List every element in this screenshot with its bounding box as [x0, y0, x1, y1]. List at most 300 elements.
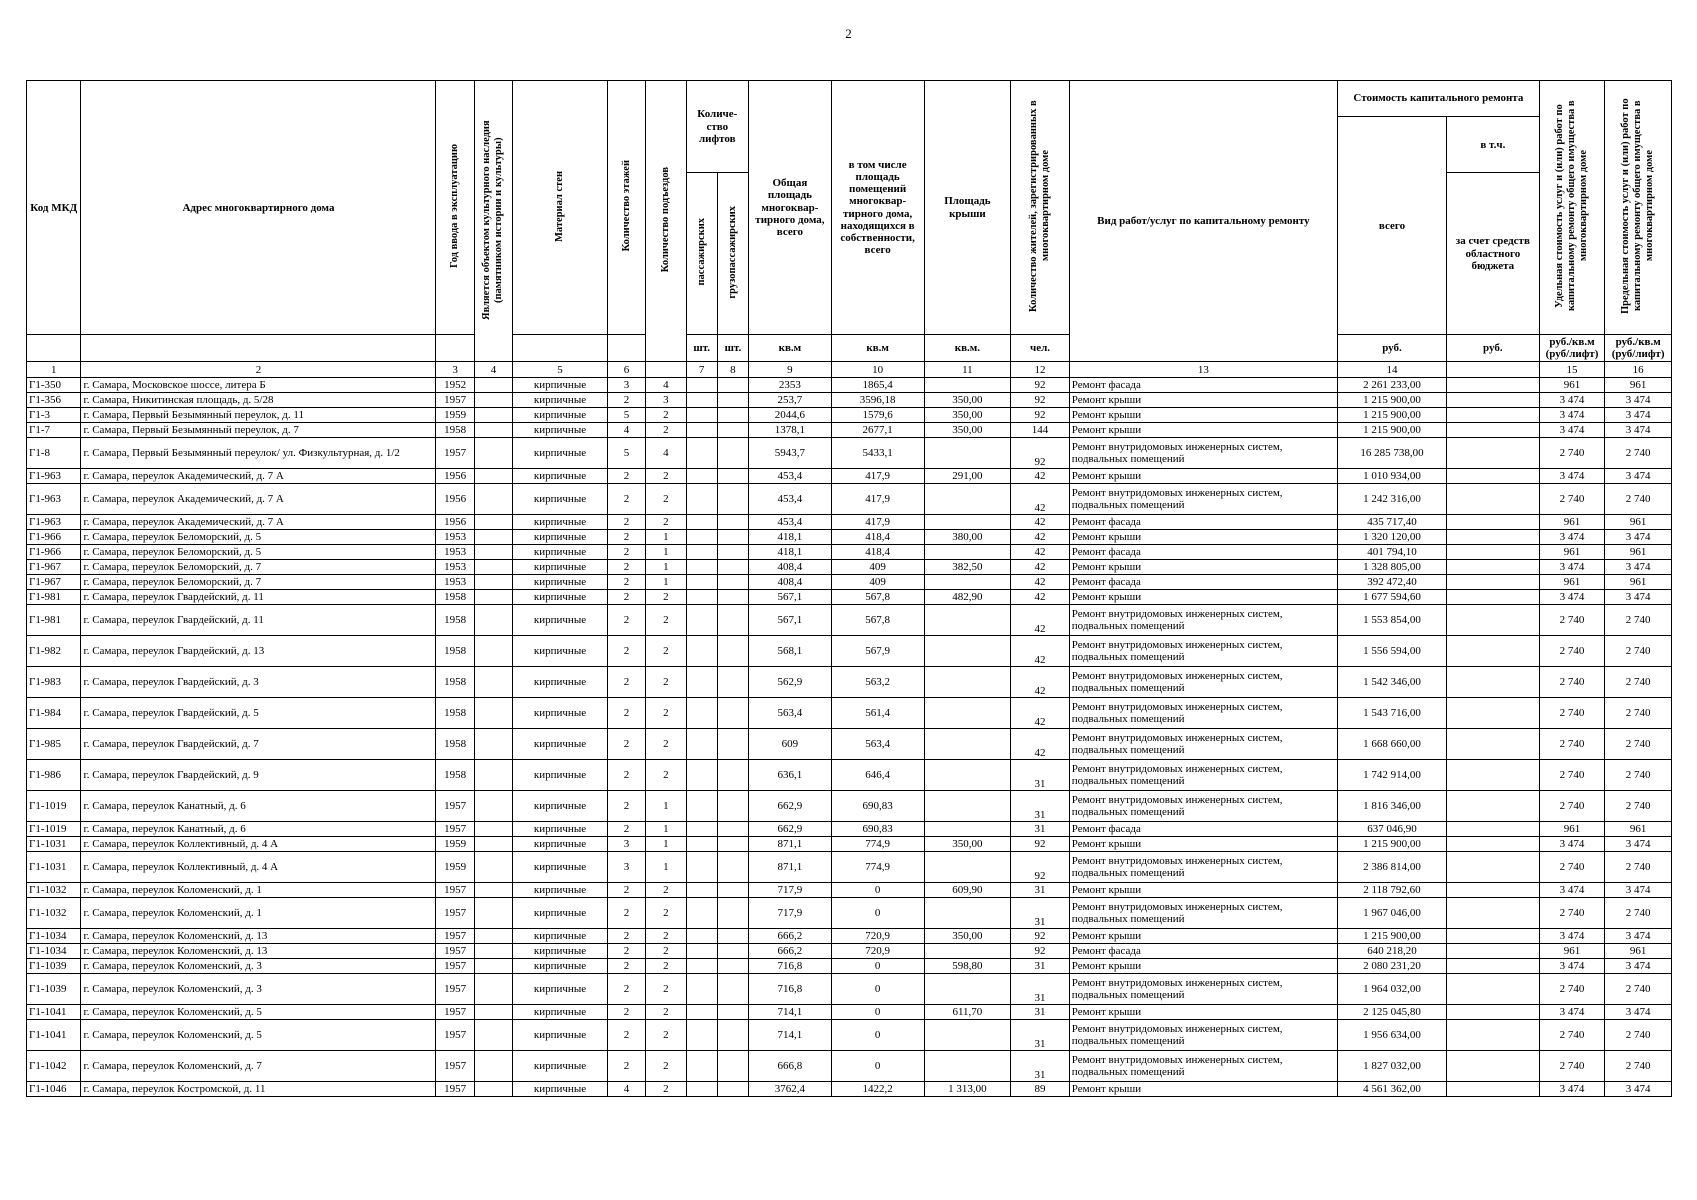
row-total-area: 567,1	[749, 590, 832, 605]
row-entrances: 2	[646, 959, 686, 974]
row-cost-total: 1 742 914,00	[1338, 760, 1447, 791]
row-cost-regional	[1446, 1005, 1539, 1020]
row-code: Г1-981	[27, 605, 81, 636]
header-code: Код МКД	[27, 81, 81, 335]
row-floors: 2	[607, 560, 645, 575]
row-floors: 2	[607, 484, 645, 515]
row-total-area: 2044,6	[749, 408, 832, 423]
row-elevators-passenger	[686, 791, 717, 822]
header-entrances: Количество подъездов	[659, 166, 671, 273]
table-row	[27, 575, 1672, 590]
row-floors: 2	[607, 530, 645, 545]
row-address: г. Самара, Никитинская площадь, д. 5/28	[81, 393, 436, 408]
row-heritage	[474, 667, 512, 698]
row-wall-material: кирпичные	[513, 883, 608, 898]
row-elevators-passenger	[686, 760, 717, 791]
row-cost-regional	[1446, 1082, 1539, 1097]
row-cost-total: 1 956 634,00	[1338, 1020, 1447, 1051]
row-address: г. Самара, переулок Канатный, д. 6	[81, 791, 436, 822]
row-code: Г1-963	[27, 484, 81, 515]
row-owned-area: 0	[831, 1051, 924, 1082]
row-address: г. Самара, переулок Коломенский, д. 5	[81, 1020, 436, 1051]
row-year: 1953	[436, 560, 474, 575]
row-work-type: Ремонт внутридомовых инженерных систем, подвальных помещений	[1069, 729, 1337, 760]
row-unit-cost: 3 474	[1539, 1082, 1605, 1097]
row-residents: 42	[1011, 636, 1069, 667]
row-floors: 2	[607, 944, 645, 959]
table-row	[27, 760, 1672, 791]
row-cost-regional	[1446, 852, 1539, 883]
row-entrances: 2	[646, 469, 686, 484]
row-elevators-passenger	[686, 852, 717, 883]
row-cost-total: 1 542 346,00	[1338, 667, 1447, 698]
row-heritage	[474, 636, 512, 667]
row-code: Г1-1031	[27, 837, 81, 852]
row-cost-regional	[1446, 484, 1539, 515]
column-number: 2	[81, 362, 436, 378]
row-year: 1956	[436, 515, 474, 530]
row-code: Г1-966	[27, 545, 81, 560]
row-heritage	[474, 944, 512, 959]
header-max-cost: Предельная стоимость услуг и (или) работ по капитальному ремонту общего имущества в многоквартирном доме	[1620, 98, 1656, 314]
row-cost-total: 1 010 934,00	[1338, 469, 1447, 484]
row-elevators-cargo	[717, 484, 748, 515]
row-roof-area	[924, 378, 1011, 393]
row-heritage	[474, 530, 512, 545]
row-elevators-cargo	[717, 545, 748, 560]
row-floors: 2	[607, 822, 645, 837]
row-year: 1957	[436, 791, 474, 822]
row-heritage	[474, 698, 512, 729]
row-address: г. Самара, переулок Коломенский, д. 3	[81, 974, 436, 1005]
row-total-area: 609	[749, 729, 832, 760]
row-residents: 31	[1011, 791, 1069, 822]
table-row	[27, 1005, 1672, 1020]
row-floors: 2	[607, 883, 645, 898]
row-elevators-cargo	[717, 698, 748, 729]
row-elevators-cargo	[717, 822, 748, 837]
row-address: г. Самара, переулок Гвардейский, д. 7	[81, 729, 436, 760]
row-elevators-cargo	[717, 944, 748, 959]
row-total-area: 717,9	[749, 883, 832, 898]
row-owned-area: 409	[831, 560, 924, 575]
row-heritage	[474, 515, 512, 530]
row-floors: 2	[607, 590, 645, 605]
row-elevators-passenger	[686, 929, 717, 944]
column-number: 8	[717, 362, 748, 378]
row-heritage	[474, 1051, 512, 1082]
row-roof-area: 611,70	[924, 1005, 1011, 1020]
row-residents: 31	[1011, 1051, 1069, 1082]
row-unit-cost: 3 474	[1539, 883, 1605, 898]
row-elevators-passenger	[686, 667, 717, 698]
row-code: Г1-982	[27, 636, 81, 667]
row-max-cost: 961	[1605, 515, 1672, 530]
row-floors: 5	[607, 408, 645, 423]
row-elevators-passenger	[686, 575, 717, 590]
row-cost-regional	[1446, 408, 1539, 423]
table-row	[27, 667, 1672, 698]
row-elevators-passenger	[686, 729, 717, 760]
row-entrances: 2	[646, 590, 686, 605]
table-row	[27, 1082, 1672, 1097]
row-unit-cost: 3 474	[1539, 393, 1605, 408]
row-roof-area: 291,00	[924, 469, 1011, 484]
row-cost-total: 435 717,40	[1338, 515, 1447, 530]
row-floors: 2	[607, 393, 645, 408]
row-unit-cost: 3 474	[1539, 959, 1605, 974]
row-year: 1957	[436, 1020, 474, 1051]
row-year: 1957	[436, 974, 474, 1005]
row-cost-regional	[1446, 822, 1539, 837]
row-floors: 3	[607, 378, 645, 393]
row-work-type: Ремонт крыши	[1069, 469, 1337, 484]
row-owned-area: 646,4	[831, 760, 924, 791]
header-year: Год ввода в эксплуатацию	[449, 143, 461, 269]
row-wall-material: кирпичные	[513, 560, 608, 575]
row-owned-area: 2677,1	[831, 423, 924, 438]
row-address: г. Самара, переулок Коллективный, д. 4 А	[81, 837, 436, 852]
row-floors: 2	[607, 1005, 645, 1020]
row-max-cost: 2 740	[1605, 760, 1672, 791]
row-elevators-cargo	[717, 393, 748, 408]
row-code: Г1-1041	[27, 1005, 81, 1020]
row-year: 1958	[436, 423, 474, 438]
row-entrances: 2	[646, 1020, 686, 1051]
row-roof-area: 382,50	[924, 560, 1011, 575]
row-address: г. Самара, переулок Беломорский, д. 5	[81, 530, 436, 545]
row-unit-cost: 961	[1539, 378, 1605, 393]
row-unit-cost: 3 474	[1539, 423, 1605, 438]
row-unit-cost: 2 740	[1539, 484, 1605, 515]
row-cost-total: 392 472,40	[1338, 575, 1447, 590]
header-roof-area: Площадь крыши	[924, 81, 1011, 335]
row-owned-area: 0	[831, 959, 924, 974]
table-row	[27, 545, 1672, 560]
row-roof-area	[924, 791, 1011, 822]
row-unit-cost: 961	[1539, 515, 1605, 530]
table-row	[27, 822, 1672, 837]
row-max-cost: 3 474	[1605, 590, 1672, 605]
row-floors: 3	[607, 852, 645, 883]
row-work-type: Ремонт внутридомовых инженерных систем, подвальных помещений	[1069, 852, 1337, 883]
row-heritage	[474, 1005, 512, 1020]
table-row	[27, 438, 1672, 469]
row-max-cost: 3 474	[1605, 929, 1672, 944]
row-roof-area	[924, 944, 1011, 959]
row-heritage	[474, 560, 512, 575]
row-max-cost: 2 740	[1605, 484, 1672, 515]
row-elevators-passenger	[686, 438, 717, 469]
row-entrances: 2	[646, 484, 686, 515]
row-elevators-cargo	[717, 605, 748, 636]
row-max-cost: 3 474	[1605, 1082, 1672, 1097]
row-entrances: 2	[646, 944, 686, 959]
row-code: Г1-350	[27, 378, 81, 393]
unit-people: чел.	[1011, 335, 1069, 362]
header-cost-total: всего	[1338, 117, 1447, 335]
row-max-cost: 2 740	[1605, 636, 1672, 667]
row-residents: 89	[1011, 1082, 1069, 1097]
row-year: 1953	[436, 530, 474, 545]
row-owned-area: 774,9	[831, 852, 924, 883]
row-code: Г1-1039	[27, 959, 81, 974]
row-roof-area: 350,00	[924, 393, 1011, 408]
row-max-cost: 2 740	[1605, 791, 1672, 822]
row-year: 1952	[436, 378, 474, 393]
row-elevators-cargo	[717, 667, 748, 698]
row-work-type: Ремонт внутридомовых инженерных систем, подвальных помещений	[1069, 1051, 1337, 1082]
row-work-type: Ремонт крыши	[1069, 1082, 1337, 1097]
row-unit-cost: 3 474	[1539, 1005, 1605, 1020]
row-cost-total: 1 215 900,00	[1338, 837, 1447, 852]
row-elevators-passenger	[686, 545, 717, 560]
row-entrances: 4	[646, 438, 686, 469]
row-year: 1959	[436, 837, 474, 852]
row-cost-total: 1 553 854,00	[1338, 605, 1447, 636]
table-row	[27, 883, 1672, 898]
row-total-area: 562,9	[749, 667, 832, 698]
row-work-type: Ремонт крыши	[1069, 560, 1337, 575]
row-heritage	[474, 1082, 512, 1097]
column-number: 7	[686, 362, 717, 378]
row-owned-area: 567,8	[831, 590, 924, 605]
row-floors: 4	[607, 1082, 645, 1097]
row-code: Г1-3	[27, 408, 81, 423]
row-max-cost: 2 740	[1605, 605, 1672, 636]
unit-sqm: кв.м	[831, 335, 924, 362]
row-heritage	[474, 590, 512, 605]
row-unit-cost: 961	[1539, 575, 1605, 590]
row-max-cost: 3 474	[1605, 959, 1672, 974]
row-address: г. Самара, переулок Канатный, д. 6	[81, 822, 436, 837]
row-elevators-cargo	[717, 974, 748, 1005]
row-entrances: 1	[646, 822, 686, 837]
row-roof-area: 609,90	[924, 883, 1011, 898]
row-code: Г1-7	[27, 423, 81, 438]
row-elevators-cargo	[717, 1005, 748, 1020]
row-max-cost: 3 474	[1605, 393, 1672, 408]
row-elevators-passenger	[686, 1005, 717, 1020]
row-work-type: Ремонт крыши	[1069, 883, 1337, 898]
table-row	[27, 590, 1672, 605]
row-work-type: Ремонт внутридомовых инженерных систем, подвальных помещений	[1069, 974, 1337, 1005]
row-cost-regional	[1446, 545, 1539, 560]
row-cost-regional	[1446, 729, 1539, 760]
row-unit-cost: 2 740	[1539, 729, 1605, 760]
row-residents: 31	[1011, 822, 1069, 837]
row-residents: 92	[1011, 393, 1069, 408]
row-owned-area: 563,2	[831, 667, 924, 698]
header-elevators: Количе-ство лифтов	[686, 81, 749, 173]
row-address: г. Самара, переулок Гвардейский, д. 3	[81, 667, 436, 698]
row-max-cost: 2 740	[1605, 898, 1672, 929]
row-residents: 42	[1011, 530, 1069, 545]
row-cost-total: 1 668 660,00	[1338, 729, 1447, 760]
row-elevators-passenger	[686, 1051, 717, 1082]
row-total-area: 666,2	[749, 944, 832, 959]
row-floors: 2	[607, 636, 645, 667]
row-address: г. Самара, переулок Костромской, д. 11	[81, 1082, 436, 1097]
row-elevators-cargo	[717, 729, 748, 760]
column-number: 13	[1069, 362, 1337, 378]
row-address: г. Самара, переулок Гвардейский, д. 11	[81, 590, 436, 605]
row-heritage	[474, 974, 512, 1005]
row-code: Г1-966	[27, 530, 81, 545]
row-cost-regional	[1446, 590, 1539, 605]
row-work-type: Ремонт внутридомовых инженерных систем, подвальных помещений	[1069, 698, 1337, 729]
table-row	[27, 530, 1672, 545]
row-owned-area: 720,9	[831, 929, 924, 944]
row-max-cost: 3 474	[1605, 883, 1672, 898]
row-floors: 2	[607, 959, 645, 974]
row-entrances: 2	[646, 515, 686, 530]
row-code: Г1-1042	[27, 1051, 81, 1082]
row-total-area: 5943,7	[749, 438, 832, 469]
row-residents: 42	[1011, 515, 1069, 530]
row-owned-area: 720,9	[831, 944, 924, 959]
row-total-area: 666,2	[749, 929, 832, 944]
row-total-area: 2353	[749, 378, 832, 393]
row-wall-material: кирпичные	[513, 408, 608, 423]
row-cost-regional	[1446, 560, 1539, 575]
row-cost-total: 1 964 032,00	[1338, 974, 1447, 1005]
row-residents: 42	[1011, 698, 1069, 729]
row-entrances: 2	[646, 698, 686, 729]
row-entrances: 2	[646, 667, 686, 698]
row-unit-cost: 961	[1539, 944, 1605, 959]
row-owned-area: 417,9	[831, 515, 924, 530]
row-cost-total: 1 677 594,60	[1338, 590, 1447, 605]
row-unit-cost: 2 740	[1539, 791, 1605, 822]
header-elevators-cargo: грузопассажирских	[726, 205, 738, 299]
row-elevators-passenger	[686, 484, 717, 515]
row-entrances: 1	[646, 560, 686, 575]
row-unit-cost: 3 474	[1539, 590, 1605, 605]
row-code: Г1-984	[27, 698, 81, 729]
row-wall-material: кирпичные	[513, 929, 608, 944]
row-owned-area: 418,4	[831, 545, 924, 560]
row-entrances: 2	[646, 883, 686, 898]
row-unit-cost: 3 474	[1539, 837, 1605, 852]
row-heritage	[474, 1020, 512, 1051]
row-work-type: Ремонт фасада	[1069, 944, 1337, 959]
row-entrances: 1	[646, 852, 686, 883]
row-entrances: 3	[646, 393, 686, 408]
header-work-type: Вид работ/услуг по капитальному ремонту	[1069, 81, 1337, 362]
row-unit-cost: 2 740	[1539, 605, 1605, 636]
row-unit-cost: 3 474	[1539, 560, 1605, 575]
row-elevators-passenger	[686, 944, 717, 959]
row-entrances: 2	[646, 1051, 686, 1082]
row-total-area: 408,4	[749, 560, 832, 575]
row-roof-area: 380,00	[924, 530, 1011, 545]
row-residents: 31	[1011, 1020, 1069, 1051]
row-cost-total: 1 215 900,00	[1338, 929, 1447, 944]
row-heritage	[474, 605, 512, 636]
row-address: г. Самара, переулок Гвардейский, д. 5	[81, 698, 436, 729]
row-work-type: Ремонт фасада	[1069, 575, 1337, 590]
row-roof-area	[924, 822, 1011, 837]
row-year: 1957	[436, 438, 474, 469]
row-roof-area	[924, 605, 1011, 636]
row-elevators-cargo	[717, 590, 748, 605]
row-wall-material: кирпичные	[513, 515, 608, 530]
row-wall-material: кирпичные	[513, 837, 608, 852]
row-max-cost: 961	[1605, 822, 1672, 837]
row-floors: 2	[607, 545, 645, 560]
table-row	[27, 791, 1672, 822]
row-roof-area	[924, 515, 1011, 530]
row-elevators-passenger	[686, 698, 717, 729]
row-heritage	[474, 883, 512, 898]
row-roof-area	[924, 636, 1011, 667]
row-elevators-passenger	[686, 959, 717, 974]
row-floors: 2	[607, 974, 645, 1005]
row-elevators-cargo	[717, 636, 748, 667]
row-cost-regional	[1446, 393, 1539, 408]
row-cost-total: 1 328 805,00	[1338, 560, 1447, 575]
row-roof-area: 1 313,00	[924, 1082, 1011, 1097]
table-row	[27, 974, 1672, 1005]
row-year: 1957	[436, 1051, 474, 1082]
row-work-type: Ремонт крыши	[1069, 590, 1337, 605]
row-address: г. Самара, переулок Коломенский, д. 5	[81, 1005, 436, 1020]
row-total-area: 714,1	[749, 1020, 832, 1051]
row-unit-cost: 961	[1539, 822, 1605, 837]
row-elevators-passenger	[686, 974, 717, 1005]
row-year: 1953	[436, 575, 474, 590]
row-work-type: Ремонт внутридомовых инженерных систем, подвальных помещений	[1069, 760, 1337, 791]
row-roof-area	[924, 729, 1011, 760]
row-work-type: Ремонт фасада	[1069, 545, 1337, 560]
row-elevators-cargo	[717, 515, 748, 530]
row-unit-cost: 2 740	[1539, 698, 1605, 729]
row-elevators-passenger	[686, 423, 717, 438]
row-total-area: 253,7	[749, 393, 832, 408]
row-residents: 31	[1011, 974, 1069, 1005]
row-cost-regional	[1446, 760, 1539, 791]
row-code: Г1-1019	[27, 822, 81, 837]
row-owned-area: 1422,2	[831, 1082, 924, 1097]
row-code: Г1-1039	[27, 974, 81, 1005]
row-wall-material: кирпичные	[513, 667, 608, 698]
row-owned-area: 0	[831, 974, 924, 1005]
row-roof-area: 350,00	[924, 929, 1011, 944]
row-roof-area	[924, 438, 1011, 469]
row-code: Г1-1034	[27, 929, 81, 944]
row-elevators-cargo	[717, 560, 748, 575]
row-heritage	[474, 959, 512, 974]
header-residents: Количество жителей, зарегистрированных в многоквартирном доме	[1027, 100, 1051, 312]
row-wall-material: кирпичные	[513, 438, 608, 469]
row-max-cost: 2 740	[1605, 852, 1672, 883]
header-cost-regional: за счет средств областного бюджета	[1446, 173, 1539, 335]
header-address: Адрес многоквартирного дома	[81, 81, 436, 335]
row-floors: 5	[607, 438, 645, 469]
row-max-cost: 961	[1605, 545, 1672, 560]
row-floors: 3	[607, 837, 645, 852]
row-wall-material: кирпичные	[513, 393, 608, 408]
row-unit-cost: 2 740	[1539, 667, 1605, 698]
row-owned-area: 1865,4	[831, 378, 924, 393]
row-elevators-cargo	[717, 1020, 748, 1051]
row-work-type: Ремонт фасада	[1069, 378, 1337, 393]
row-year: 1958	[436, 667, 474, 698]
row-heritage	[474, 929, 512, 944]
row-unit-cost: 2 740	[1539, 974, 1605, 1005]
table-row	[27, 605, 1672, 636]
